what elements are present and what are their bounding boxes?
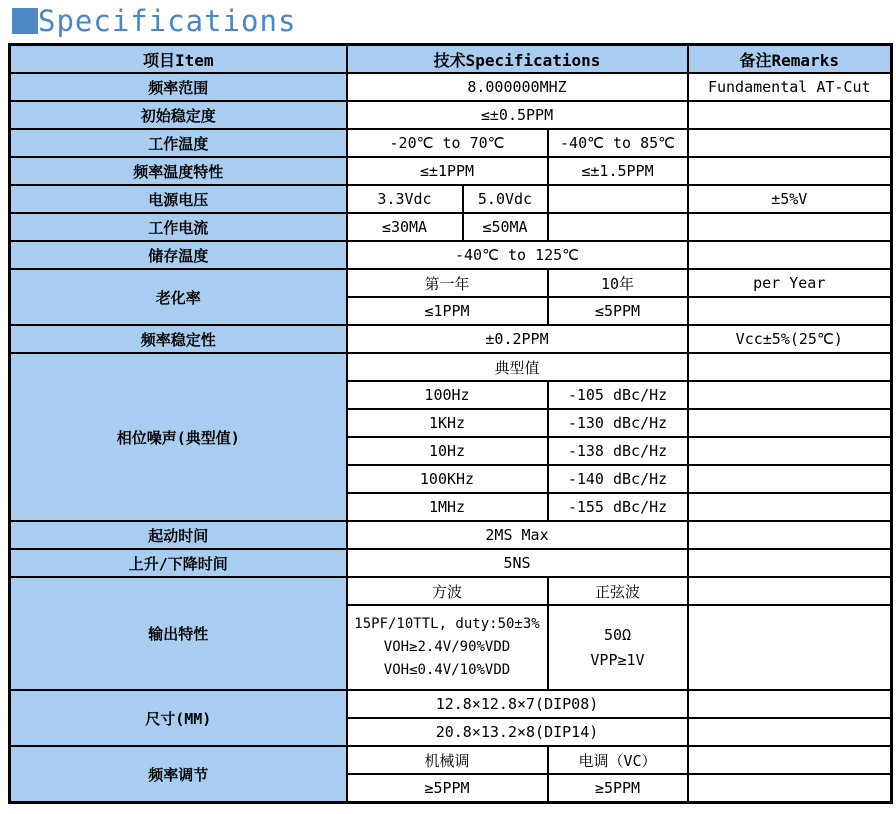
remark-dimensions-2 xyxy=(688,718,892,746)
row-freq-stability xyxy=(10,325,892,353)
remark-startup-time xyxy=(688,521,892,549)
label-operating-temp: 工作温度 xyxy=(10,129,347,157)
label-freq-adjust: 频率调节 xyxy=(10,746,347,803)
remark-phase-noise-header xyxy=(688,353,892,381)
aging-head-2: 10年 xyxy=(548,269,688,297)
table-header-row xyxy=(10,45,892,74)
output-detail-line: 15PF/10TTL, duty:50±3% xyxy=(354,615,540,632)
label-freq-stability: 频率稳定性 xyxy=(10,325,347,353)
label-freq-temp-char: 频率温度特性 xyxy=(10,157,347,185)
value-supply-voltage-2: 5.0Vdc xyxy=(463,185,548,213)
phase-noise-value: -138 dBc/Hz xyxy=(548,437,688,465)
remark-initial-stability xyxy=(688,101,892,129)
freq-adjust-head-mechanical: 机械调 xyxy=(347,746,548,774)
label-dimensions: 尺寸(MM) xyxy=(10,690,347,746)
output-detail-line: VPP≥1V xyxy=(590,650,645,669)
freq-adjust-value-2: ≥5PPM xyxy=(548,774,688,803)
header-item: 项目Item xyxy=(10,45,347,74)
aging-value-2: ≤5PPM xyxy=(548,297,688,325)
freq-adjust-head-electrical: 电调（VC） xyxy=(548,746,688,774)
label-operating-current: 工作电流 xyxy=(10,213,347,241)
row-initial-stability xyxy=(10,101,892,129)
value-operating-current-1: ≤30MA xyxy=(347,213,463,241)
phase-noise-freq: 1MHz xyxy=(347,493,548,521)
remark-phase-noise xyxy=(688,493,892,521)
phase-noise-freq: 10Hz xyxy=(347,437,548,465)
phase-noise-value: -130 dBc/Hz xyxy=(548,409,688,437)
phase-noise-freq: 100Hz xyxy=(347,381,548,409)
title-square-icon xyxy=(12,8,38,34)
label-startup-time: 起动时间 xyxy=(10,521,347,549)
phase-noise-value: -105 dBc/Hz xyxy=(548,381,688,409)
value-freq-stability: ±0.2PPM xyxy=(347,325,688,353)
phase-noise-typical-header: 典型值 xyxy=(347,353,688,381)
dimensions-value-2: 20.8×13.2×8(DIP14) xyxy=(347,718,688,746)
phase-noise-value: -140 dBc/Hz xyxy=(548,465,688,493)
remark-storage-temp xyxy=(688,241,892,269)
header-remarks: 备注Remarks xyxy=(688,45,892,74)
row-freq-range xyxy=(10,73,892,101)
remark-phase-noise xyxy=(688,437,892,465)
label-aging: 老化率 xyxy=(10,269,347,325)
value-rise-fall-time: 5NS xyxy=(347,549,688,577)
row-storage-temp xyxy=(10,241,892,269)
remark-phase-noise xyxy=(688,465,892,493)
aging-head-1: 第一年 xyxy=(347,269,548,297)
remark-freq-adjust-1 xyxy=(688,746,892,774)
row-aging-1 xyxy=(10,269,892,297)
value-operating-temp-2: -40℃ to 85℃ xyxy=(548,129,688,157)
output-square-wave-detail xyxy=(347,605,548,690)
header-specifications: 技术Specifications xyxy=(347,45,688,74)
value-startup-time: 2MS Max xyxy=(347,521,688,549)
row-supply-voltage xyxy=(10,185,892,213)
row-operating-current xyxy=(10,213,892,241)
label-storage-temp: 储存温度 xyxy=(10,241,347,269)
value-freq-range: 8.000000MHZ xyxy=(347,73,688,101)
remark-operating-current xyxy=(688,213,892,241)
row-output-header xyxy=(10,577,892,605)
remark-aging-1: per Year xyxy=(688,269,892,297)
row-freq-temp-char xyxy=(10,157,892,185)
output-head-square-wave: 方波 xyxy=(347,577,548,605)
remark-phase-noise xyxy=(688,409,892,437)
row-freq-adjust-1 xyxy=(10,746,892,774)
value-operating-temp-1: -20℃ to 70℃ xyxy=(347,129,548,157)
remark-output-2 xyxy=(688,605,892,690)
output-detail-line: 50Ω xyxy=(603,625,632,644)
phase-noise-value: -155 dBc/Hz xyxy=(548,493,688,521)
page-title-text: Specifications xyxy=(38,4,297,38)
remark-operating-temp xyxy=(688,129,892,157)
specifications-table xyxy=(8,43,893,804)
remark-supply-voltage: ±5%V xyxy=(688,185,892,213)
remark-dimensions-1 xyxy=(688,690,892,718)
dimensions-value-1: 12.8×12.8×7(DIP08) xyxy=(347,690,688,718)
remark-freq-temp-char xyxy=(688,157,892,185)
remark-freq-range: Fundamental AT-Cut xyxy=(688,73,892,101)
page-title xyxy=(12,5,896,37)
aging-value-1: ≤1PPM xyxy=(347,297,548,325)
phase-noise-freq: 1KHz xyxy=(347,409,548,437)
label-rise-fall-time: 上升/下降时间 xyxy=(10,549,347,577)
remark-phase-noise xyxy=(688,381,892,409)
remark-freq-stability: Vcc±5%(25℃) xyxy=(688,325,892,353)
value-freq-temp-char-2: ≤±1.5PPM xyxy=(548,157,688,185)
label-output: 输出特性 xyxy=(10,577,347,690)
row-rise-fall-time xyxy=(10,549,892,577)
value-freq-temp-char-1: ≤±1PPM xyxy=(347,157,548,185)
output-detail-line: VOH≤0.4V/10%VDD xyxy=(383,662,511,679)
output-head-sine-wave: 正弦波 xyxy=(548,577,688,605)
row-phase-noise-header xyxy=(10,353,892,381)
value-operating-current-3 xyxy=(548,213,688,241)
freq-adjust-value-1: ≥5PPM xyxy=(347,774,548,803)
remark-freq-adjust-2 xyxy=(688,774,892,803)
label-initial-stability: 初始稳定度 xyxy=(10,101,347,129)
row-startup-time xyxy=(10,521,892,549)
phase-noise-freq: 100KHz xyxy=(347,465,548,493)
label-phase-noise: 相位噪声(典型值) xyxy=(10,353,347,521)
value-supply-voltage-1: 3.3Vdc xyxy=(347,185,463,213)
value-operating-current-2: ≤50MA xyxy=(463,213,548,241)
row-dimensions-1 xyxy=(10,690,892,718)
value-supply-voltage-3 xyxy=(548,185,688,213)
value-initial-stability: ≤±0.5PPM xyxy=(347,101,688,129)
output-sine-wave-detail xyxy=(548,605,688,690)
label-supply-voltage: 电源电压 xyxy=(10,185,347,213)
output-detail-line: VOH≥2.4V/90%VDD xyxy=(383,638,511,655)
row-operating-temp xyxy=(10,129,892,157)
value-storage-temp: -40℃ to 125℃ xyxy=(347,241,688,269)
label-freq-range: 频率范围 xyxy=(10,73,347,101)
remark-output-1 xyxy=(688,577,892,605)
remark-aging-2 xyxy=(688,297,892,325)
remark-rise-fall-time xyxy=(688,549,892,577)
